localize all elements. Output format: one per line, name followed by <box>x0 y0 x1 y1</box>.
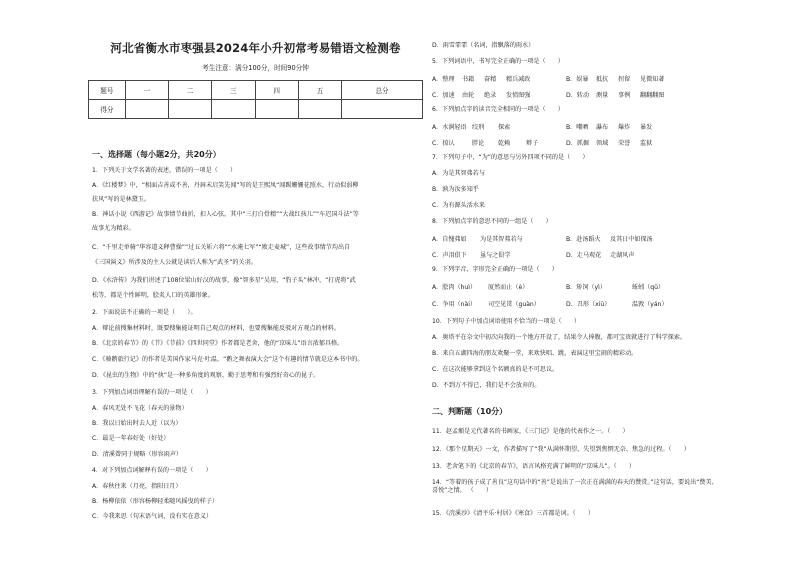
score-header-cell: 四 <box>255 81 298 100</box>
question-line: 7．下列句子中，“为”的意思与另外四项不同的是（ ） <box>432 154 589 161</box>
exam-notice: 考生注意：满分100分，时间90分钟 <box>202 64 309 72</box>
judge-line: 14．“等着的孩子成了善良”这句话中的“善”是说出了一次正在满满的春天的赞赏。”这句话，要说出“赞美、喜悦”之情。 （ ） <box>432 479 718 494</box>
q6-option-row <box>432 138 652 147</box>
question-line: 松等，都是个性鲜明，脍炙人口的英雄形象。 <box>92 292 214 299</box>
question-line: C．“千里走单骑”华容道义释曹操”“过五关斩六将”“水淹七军”“败走麦城”，这些故事情节均出自 <box>92 244 351 251</box>
option-text: 辫子 <box>526 140 539 147</box>
score-cell[interactable] <box>255 100 298 119</box>
score-cell[interactable] <box>125 100 168 119</box>
score-header-cell: 二 <box>169 81 212 100</box>
option-text: 绞刑 <box>472 124 485 131</box>
question-line: C．最是一年春好处（好处） <box>92 435 170 442</box>
question-line: 2．下面说法不正确的一项是（ ）。 <box>92 309 197 316</box>
question-line: 《三国演义》所涉及的主人公就是读后人称为“武圣”的关羽。 <box>92 259 257 266</box>
option-text: 爆炸 <box>618 124 631 131</box>
question-line: B．来自五湖四海的朋友欢聚一堂，来欢快唱、跳，表演这里宝闹的精彩动。 <box>432 350 638 357</box>
score-table-header-row <box>89 81 423 100</box>
question-line: C．《骑鹅旅行记》的作者是美国作家马克·吐温，“鹅之舞表演大会”这个有趣的情节就是这本书中的。 <box>92 356 364 363</box>
option-text: 蚯蚓（qū） <box>632 284 665 291</box>
option-text: 胖论 <box>472 140 485 147</box>
question-line: C．今我来思（句末语气词，没有实在意义） <box>92 513 213 520</box>
option-text: B．嘲晒 <box>566 124 589 131</box>
question-line: 9．下列字音、字形完全正确的一项是（ ） <box>432 266 558 273</box>
question-line: A．《红楼梦》中，“相面吉善或不善，丹唇未启笑先闻”写的是王熙凤“闻踢姗姗花照水，行动似弱柳 <box>92 182 359 189</box>
score-table <box>88 80 423 119</box>
option-text: 拐留 <box>618 76 631 83</box>
question-line: A．春秋往来（月亮，指阳日月） <box>92 483 182 490</box>
option-text: 温敦（yán） <box>632 301 668 308</box>
judge-line: 12．《那个星期天》一文，作者描写了“我”从满怀期望、失望到焦惘无奈、焦急的过程。（ ） <box>432 446 690 453</box>
option-text: A．脍肉（huì） <box>432 284 477 291</box>
option-text: 厦然而止（è） <box>488 284 529 291</box>
question-line: A．为是其智弗若与 <box>432 170 485 177</box>
score-header-cell: 三 <box>212 81 255 100</box>
score-table-score-row <box>89 100 423 119</box>
option-text: 测量 <box>596 92 609 99</box>
option-text: C．争用（nài） <box>432 301 477 308</box>
option-text: A．整理 <box>432 76 455 83</box>
question-line: 8．下列加点字的意思不同的一组是（ ） <box>432 218 552 225</box>
option-text: 事例 <box>618 92 631 99</box>
question-line: B．杨柳依依（形容杨柳轻柔随风摇曳的样子） <box>92 498 219 505</box>
question-line: B．孰为汝多知乎 <box>432 186 479 193</box>
question-line: D．清溪曾同于规略（形容雨声） <box>92 451 183 458</box>
option-text: C．声泪俱下 <box>432 252 467 259</box>
option-text: D．转动 <box>566 92 589 99</box>
question-line: 1．下列关于文学名著的表述，错误的一项是（ ） <box>92 167 237 174</box>
option-text: 书籍 <box>462 76 475 83</box>
option-text: 乾赖 <box>498 140 511 147</box>
score-header-cell: 题号 <box>89 81 126 100</box>
option-text: D．抓掘 <box>566 140 589 147</box>
option-text: 翻翻翻图 <box>640 92 665 99</box>
exam-title: 河北省衡水市枣强县2024年小升初常考易错语文检测卷 <box>110 41 401 55</box>
score-cell[interactable] <box>298 100 341 119</box>
option-text: 抵抗 <box>596 76 609 83</box>
option-text: 瀑布 <box>596 124 609 131</box>
question-line: C．在这次能够拿到这个名额真的是不可思议。 <box>432 366 559 373</box>
option-text: C．掠认 <box>432 140 455 147</box>
option-text: 领域 <box>596 140 609 147</box>
option-text: 见微知著 <box>640 76 665 83</box>
question-line: 6．下列加点字的读音完全相同的一项是（ ） <box>432 106 564 113</box>
question-line: D．不到万不得已，我们是不会放弃的。 <box>432 382 541 389</box>
option-text: A．自愧弗如 <box>432 236 467 243</box>
question-line: B．我以日始出时去人近（以为） <box>92 420 182 427</box>
q6-option-row <box>432 122 652 131</box>
question-line: 4．对下列加点词解释有误的一项是（ ） <box>92 467 212 474</box>
judge-line: 13．老舍笔下的《北京的春节》，语言风格充满了鲜明的“京味儿”。（ ） <box>432 463 635 470</box>
judge-line: 15．《浣溪沙》《清平乐·村居》《寒食》三首都是词。（ ） <box>432 510 595 517</box>
option-text: 精兵减政 <box>506 76 531 83</box>
question-line: D．《昆虫的生物》中的“执”是一种多角度的观察、勤于思考和有强烈好奇心的昆子。 <box>92 372 320 379</box>
q5-option-row <box>432 90 664 99</box>
option-text: B．赴汤蹈火 <box>566 236 601 243</box>
option-text: D．丑形（xiū） <box>566 301 611 308</box>
score-cell[interactable] <box>169 100 212 119</box>
question-line: B．《北京的春节》的《节》《节前》《四世同堂》作者都是老舍，他的“京味儿”语言浓郁具格。 <box>92 340 344 347</box>
option-text: C．加速 <box>432 92 455 99</box>
score-header-cell: 五 <box>298 81 341 100</box>
score-cell[interactable] <box>342 100 423 119</box>
q9-option-row <box>432 282 664 291</box>
score-header-cell: 一 <box>125 81 168 100</box>
option-text: 虽与之俱学 <box>480 252 511 259</box>
question-line: D．雨雪霏霏（名词，指飘落的雨水） <box>432 42 535 49</box>
option-text: 及其日中如探汤 <box>610 236 653 243</box>
score-header-cell: 总分 <box>342 81 423 100</box>
q8-option-row <box>432 234 653 243</box>
option-text: 荣誉 <box>618 140 631 147</box>
option-text: 司空见贯（guàn） <box>488 301 540 308</box>
option-text: 由轮 <box>462 92 475 99</box>
option-text: 监狱 <box>640 140 653 147</box>
question-line: A．春风无处不飞花（春天的景物） <box>92 405 188 412</box>
question-line: 5．下列词语中，书写完全正确的一项是（ ） <box>432 58 564 65</box>
option-text: 发愤图强 <box>506 92 531 99</box>
score-cell[interactable] <box>212 100 255 119</box>
question-line: A．辩论前搜集材料时，既要搜集能证明自己观点的材料，也要搜集能反驳对方观点的材料。 <box>92 325 340 332</box>
question-line: 10．下列句子中加点词语使用不恰当的一项是（ ） <box>432 318 580 325</box>
question-line: A．奥塔平在奈文中初次向我的一个地方开设了，结果令人捧腹，都可宝贵就进行了科学探索。 <box>432 334 687 341</box>
judge-line: 11．赵孟頫是元代著名的书画家，《三门记》是他的代表作之一。（ ） <box>432 428 629 435</box>
question-line: C．为有源头活水来 <box>432 202 486 209</box>
option-text: 奋精 <box>484 76 497 83</box>
option-text: D．走马观花 <box>566 252 602 259</box>
section-judge-heading: 二、判断题（10分） <box>432 407 508 416</box>
option-text: 绝录 <box>484 92 497 99</box>
option-text: A．水涧轻语 <box>432 124 467 131</box>
option-text: 探索 <box>498 124 511 131</box>
section-choice-heading: 一、选择题（每小题2分，共20分） <box>92 150 221 159</box>
question-line: 3．下列加点词语理解有误的一项是（ ） <box>92 389 212 396</box>
score-row-label: 得分 <box>89 100 126 119</box>
question-line: 故事尤为精彩。 <box>92 225 135 232</box>
q9-option-row <box>432 299 668 308</box>
q5-option-row <box>432 74 664 83</box>
option-text: 为是其智弗若与 <box>480 236 523 243</box>
question-line: B．神话小说《西游记》故事情节曲折，扣人心弦。其中“三打白骨精”“大战红孩儿”“车迟国斗法”等 <box>92 211 359 218</box>
question-line: 扶风”写的是林黛玉。 <box>92 196 151 203</box>
question-line: D．《水浒传》为我们讲述了108位梁山好汉的故事，像“智多星”吴用、“豹子头”林冲、“打虎将”武 <box>92 277 356 284</box>
option-text: 走湖风声 <box>610 252 635 259</box>
option-text: B．矫饲（yì） <box>566 284 606 291</box>
q8-option-row <box>432 250 634 259</box>
option-text: 暴发 <box>640 124 653 131</box>
option-text: B．娱暴 <box>566 76 589 83</box>
